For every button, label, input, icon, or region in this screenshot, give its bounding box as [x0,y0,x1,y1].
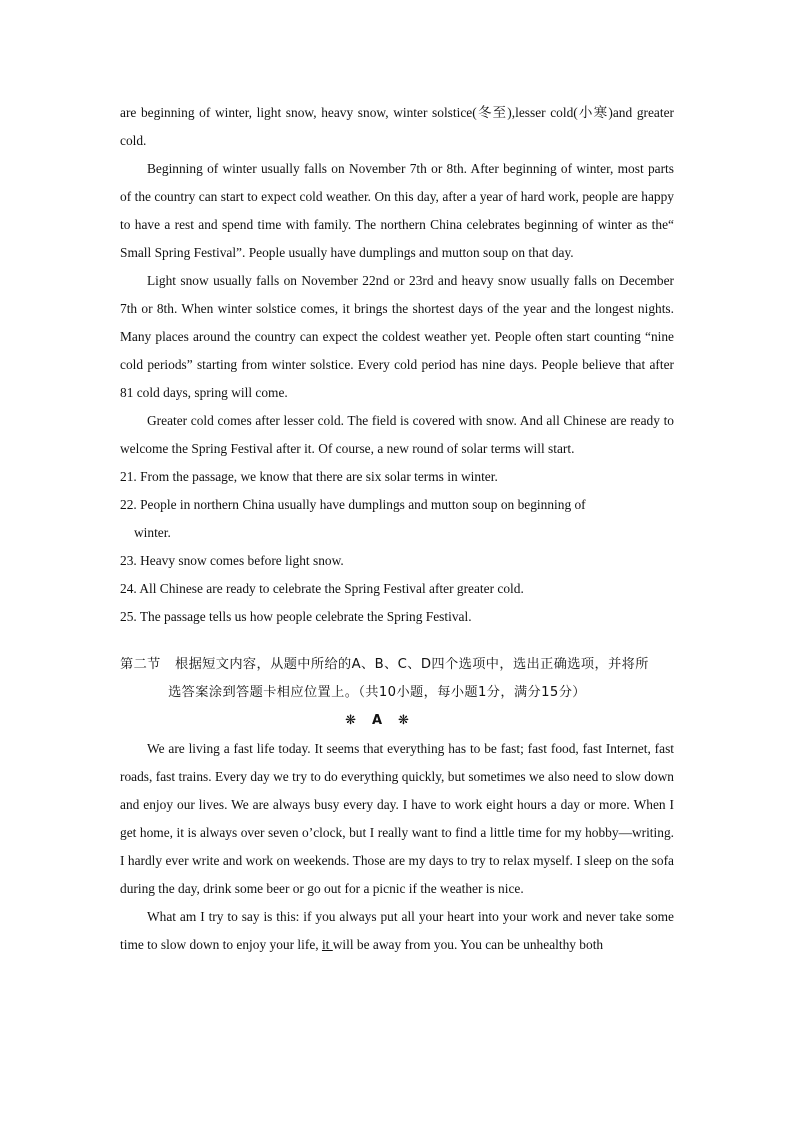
passage1-intro: are beginning of winter, light snow, heavy snow, winter solstice(冬至),lesser cold(小寒)and greater cold. [120,105,674,148]
passage1-paragraph-greater-cold: Greater cold comes after lesser cold. The field is covered with snow. And all Chinese are ready to welcome the Spring Festival after it. Of course, a new round of solar terms will start. [120,413,674,456]
star-right-icon: ❋ [398,713,409,728]
star-left-icon: ❋ [345,713,356,728]
passage-a-paragraph-2 [120,903,674,959]
passage1-paragraph-beginning-of-winter: Beginning of winter usually falls on November 7th or 8th. After beginning of winter, most parts of the country can start to expect cold weather. On this day, after a year of hard work, people are happy to have a rest and spend time with family. The northern China celebrates beginning of winter as the“ Small Spring Festival”. People usually have dumplings and mutton soup on that day. [120,161,674,260]
section2-instruction-line1: 根据短文内容，从题中所给的A、B、C、D四个选项中，选出正确选项，并将所 [175,657,649,672]
question-23: 23. Heavy snow comes before light snow. [120,553,344,568]
question-21: 21. From the passage, we know that there are six solar terms in winter. [120,469,498,484]
section2-heading [120,651,674,679]
question-25: 25. The passage tells us how people celebrate the Spring Festival. [120,609,472,624]
document-page [120,99,674,959]
question-22-line1: 22. People in northern China usually have dumplings and mutton soup on beginning of [120,497,586,512]
passage1-paragraph-snow-solstice: Light snow usually falls on November 22nd or 23rd and heavy snow usually falls on December 7th or 8th. When winter solstice comes, it brings the shortest days of the year and the longest nights. Many places around the country can expect the coldest weather yet. People often start counting “nine cold periods” starting from winter solstice. Every cold period has nine days. People believe that after 81 cold days, spring will come. [120,273,674,400]
passage-a-para2-underlined: it [321,937,333,952]
section2-label: 第二节 [120,657,161,672]
question-22-line2: winter. [134,525,171,540]
passage-a-heading [120,707,674,735]
section2-instruction-continued [120,679,674,707]
passage-a-paragraph-1: We are living a fast life today. It seems that everything has to be fast; fast food, fast Internet, fast roads, fast trains. Every day we try to do everything quickly, but sometimes we also need to slow down and enjoy our lives. We are always busy every day. I have to work eight hours a day or more. When I get home, it is always over seven o’clock, but I really want to find a little time for my hobby—writing. I hardly ever write and work on weekends. Those are my days to try to relax myself. I sleep on the sofa during the day, drink some beer or go out for a picnic if the weather is nice. [120,741,674,896]
passage-a-letter: A [371,713,383,728]
passage-a-para2-before: What am I try to say is this: if you always put all your heart into your work and never take some time to slow down to enjoy your life, [120,909,674,952]
question-24: 24. All Chinese are ready to celebrate the Spring Festival after greater cold. [120,581,524,596]
passage-a-para2-after: will be away from you. You can be unhealthy both [332,937,604,952]
section2-instruction-line2: 选答案涂到答题卡相应位置上。（共10小题，每小题1分，满分15分） [168,685,586,700]
section-gap [120,631,674,651]
